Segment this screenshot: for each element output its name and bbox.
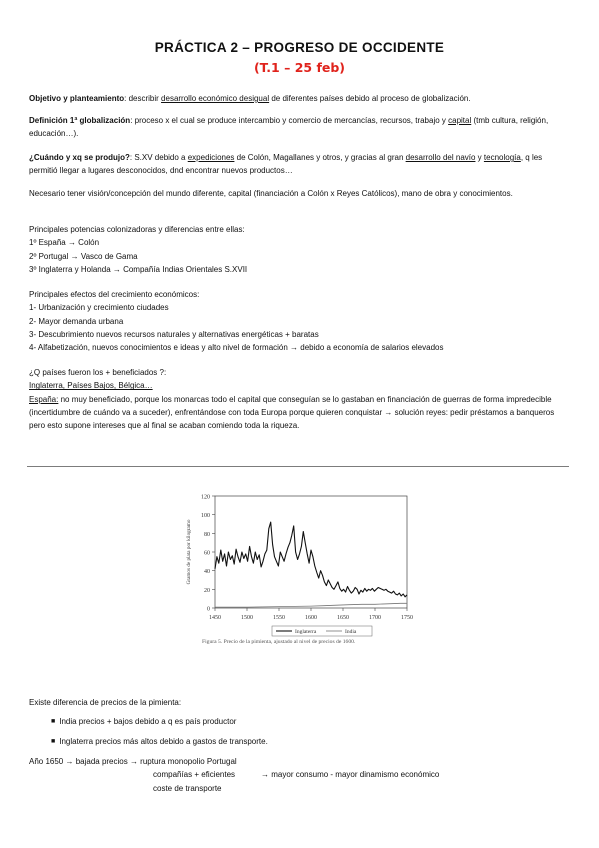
cuando-paragraph <box>29 151 569 178</box>
horizontal-divider <box>27 466 569 467</box>
anio-line-2a: compañías + eficientes <box>153 770 236 780</box>
cuando-text-3: y <box>475 153 484 162</box>
bullet-icon: ■ <box>51 737 56 745</box>
x-tick-label: 1450 <box>209 615 221 621</box>
legend-label: Inglaterra <box>295 629 317 636</box>
efectos-item: 3- Descubrimiento nuevos recursos naturales y alternativas energéticas + baratas <box>29 329 319 339</box>
potencias-heading: Principales potencias colonizadoras y diferencias entre ellas: <box>29 225 245 234</box>
efectos-section <box>29 288 569 354</box>
beneficiados-list: Inglaterra, Países Bajos, Bélgica… <box>29 381 153 391</box>
beneficiados-section <box>29 366 569 432</box>
anio-line-1: Año 1650 → bajada precios → ruptura monopolio Portugal <box>29 757 237 766</box>
diferencia-section <box>29 696 569 748</box>
diferencia-heading: Existe diferencia de precios de la pimienta: <box>29 698 182 707</box>
x-tick-label: 1700 <box>369 615 381 621</box>
series-line-india <box>215 603 407 607</box>
legend-label: India <box>345 629 357 636</box>
figure-caption: Figura 5. Precio de la pimienta, ajustado al nivel de precios de 1600. <box>202 639 356 645</box>
y-tick-label: 0 <box>207 606 210 613</box>
series-line-inglaterra <box>215 522 407 597</box>
y-tick-label: 60 <box>204 550 210 557</box>
page-subtitle: (T.1 – 25 feb) <box>253 60 346 75</box>
efectos-item: 4- Alfabetización, nuevos conocimientos e ideas y alto nivel de formación → debido a economía de salarios elevados <box>29 343 444 353</box>
page-title: PRÁCTICA 2 – PROGRESO DE OCCIDENTE <box>154 40 445 55</box>
efectos-heading: Principales efectos del crecimiento económicos: <box>29 290 200 299</box>
definicion-paragraph <box>29 114 569 141</box>
potencias-section <box>29 223 569 276</box>
y-tick-label: 100 <box>201 513 210 520</box>
espana-label: España: <box>29 394 59 404</box>
anio-line-3: coste de transporte <box>153 783 222 793</box>
cuando-text-4: , q les permitió llegar a lugares desconocidos, dnd encontrar nuevos productos… <box>29 153 543 176</box>
y-tick-label: 80 <box>204 531 210 538</box>
potencias-item: 3º Inglaterra y Holanda → Compañía Indias Orientales S.XVII <box>29 264 248 274</box>
cuando-underline-1: expediciones <box>187 153 235 162</box>
pepper-price-chart <box>180 486 420 646</box>
necesario-text: Necesario tener visión/concepción del mundo diferente, capital (financiación a Colón x Reyes Católicos), mano de obra y conocimientos. <box>29 189 513 198</box>
x-tick-label: 1600 <box>305 615 317 621</box>
definicion-text-1: : proceso x el cual se produce intercambio y comercio de mercancías, recursos, trabajo y <box>130 116 449 125</box>
objetivo-text-2: de diferentes países debido al proceso de globalización. <box>269 94 471 103</box>
diferencia-bullet: India precios + bajos debido a q es país productor <box>59 717 237 727</box>
x-tick-label: 1750 <box>401 615 413 621</box>
cuando-text-1: : S.XV debido a <box>129 153 188 162</box>
potencias-item: 1º España → Colón <box>29 238 100 248</box>
anio-line-2b: → mayor consumo - mayor dinamismo económico <box>261 770 440 780</box>
objetivo-label: Objetivo y planteamiento <box>29 94 125 103</box>
bullet-icon: ■ <box>51 718 56 726</box>
anio-section <box>29 755 569 795</box>
cuando-underline-3: tecnología <box>483 153 521 162</box>
necesario-paragraph <box>29 187 569 200</box>
diferencia-bullet-row <box>29 735 569 748</box>
cuando-text-2: de Colón, Magallanes y otros, y gracias al gran <box>234 153 406 162</box>
diferencia-bullet: Inglaterra precios más altos debido a gastos de transporte. <box>59 736 268 746</box>
y-axis-label: Gramos de plata por kilogramo <box>186 519 192 585</box>
definicion-label: Definición 1ª globalización <box>29 116 131 125</box>
efectos-item: 1- Urbanización y crecimiento ciudades <box>29 303 169 313</box>
cuando-underline-2: desarrollo del navío <box>405 153 476 162</box>
chart-svg <box>180 486 420 646</box>
objetivo-text-1: : describir <box>124 94 162 103</box>
beneficiados-question: ¿Q países fueron los + beneficiados ?: <box>29 368 167 377</box>
objetivo-paragraph <box>29 92 569 105</box>
objetivo-underline: desarrollo económico desigual <box>161 94 270 103</box>
x-tick-label: 1650 <box>337 615 349 621</box>
espana-text: no muy beneficiado, porque los monarcas todo el capital que conseguían se lo gastaban en financiación de guerras de forma impredecible (incertidumbre de cuándo va a suceder), enfrentándose con toda Europa porque quieren conquistar → solución reyes: pedir préstamos a banqueros pero esto supone intereses que al final se acaban comiendo toda la riqueza. <box>29 394 555 431</box>
definicion-underline: capital <box>448 116 472 125</box>
y-tick-label: 20 <box>204 587 210 594</box>
x-tick-label: 1550 <box>273 615 285 621</box>
efectos-item: 2- Mayor demanda urbana <box>29 316 124 326</box>
diferencia-bullet-row <box>29 715 569 728</box>
potencias-item: 2º Portugal → Vasco de Gama <box>29 251 138 261</box>
definicion-text-2: (tmb cultura, religión, educación…). <box>29 116 549 139</box>
cuando-label: ¿Cuándo y xq se produjo? <box>29 153 130 162</box>
y-tick-label: 40 <box>204 569 210 576</box>
y-tick-label: 120 <box>201 494 210 501</box>
x-tick-label: 1500 <box>241 615 253 621</box>
